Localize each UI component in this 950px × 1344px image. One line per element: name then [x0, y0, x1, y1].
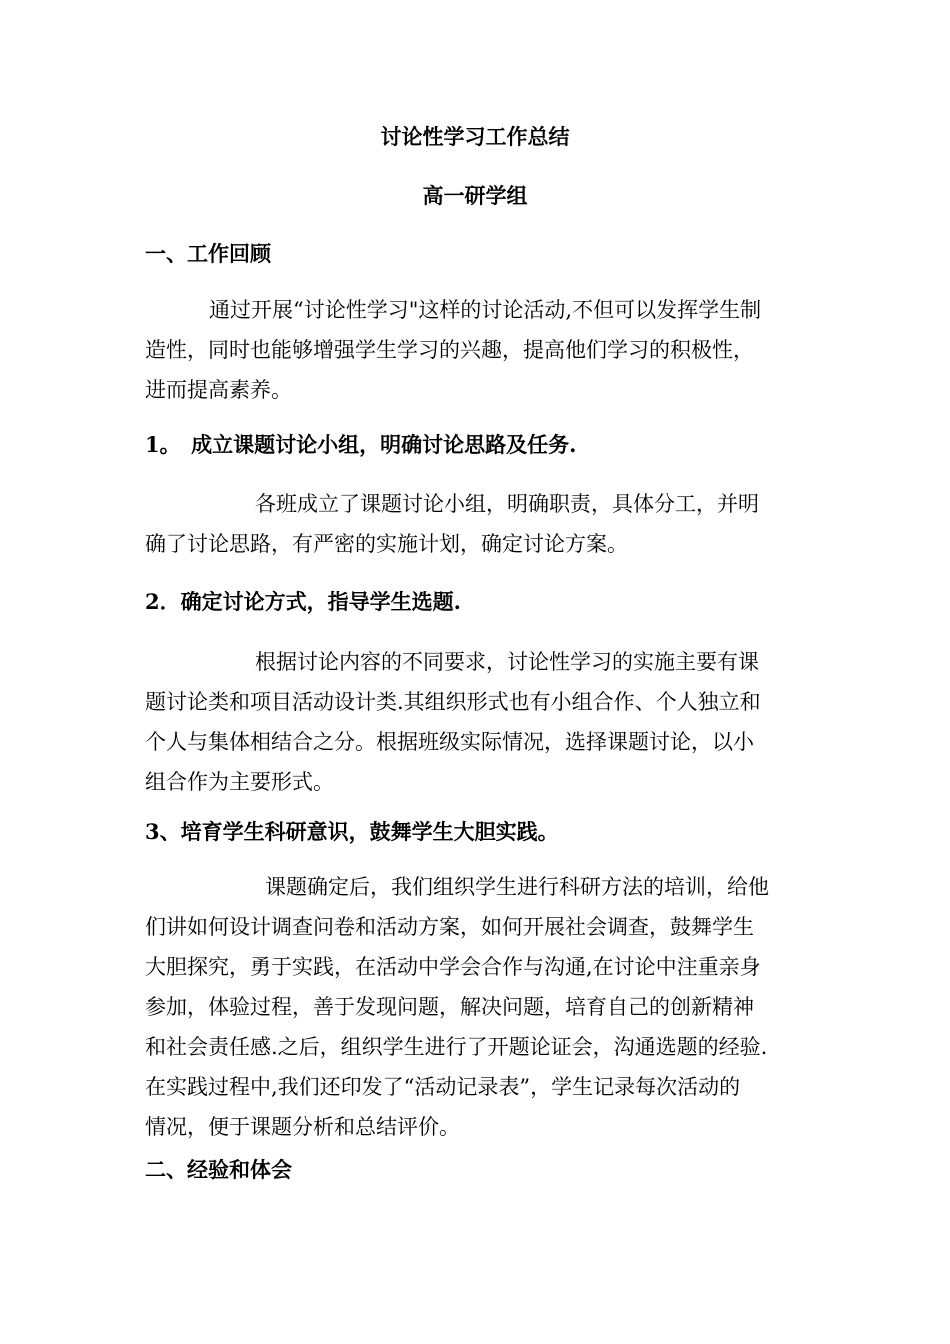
item-paragraph-1: [145, 484, 810, 564]
paragraph-line: 参加，体验过程，善于发现问题，解决问题，培育自己的创新精神: [145, 995, 754, 1019]
paragraph-line: 大胆探究，勇于实践，在活动中学会合作与沟通,在讨论中注重亲身: [145, 955, 761, 979]
item-heading-2: 2．确定讨论方式，指导学生选题.: [145, 589, 461, 614]
document-title: 讨论性学习工作总结: [380, 124, 570, 149]
item-heading-1: 1。 成立课题讨论小组，明确讨论思路及任务.: [145, 432, 577, 457]
paragraph-line: 情况，便于课题分析和总结评价。: [145, 1115, 460, 1139]
item-paragraph-2: [145, 642, 810, 802]
document-subtitle: 高一研学组: [422, 183, 528, 208]
paragraph-line: 进而提高素养。: [145, 378, 292, 402]
section-heading-review: 一、工作回顾: [145, 241, 271, 266]
paragraph-line: 造性，同时也能够增强学生学习的兴趣，提高他们学习的积极性，: [145, 338, 754, 362]
paragraph-line: 各班成立了课题讨论小组，明确职责，具体分工，并明: [255, 492, 759, 516]
paragraph-line: 题讨论类和项目活动设计类.其组织形式也有小组合作、个人独立和: [145, 690, 761, 714]
paragraph-line: 个人与集体相结合之分。根据班级实际情况，选择课题讨论，以小: [145, 730, 754, 754]
paragraph-line: 组合作为主要形式。: [145, 770, 334, 794]
item-heading-3: 3、培育学生科研意识，鼓舞学生大胆实践。: [145, 819, 559, 844]
paragraph-line: 在实践过程中,我们还印发了“活动记录表”，学生记录每次活动的: [145, 1075, 741, 1099]
paragraph-line: 确了讨论思路，有严密的实施计划，确定讨论方案。: [145, 532, 628, 556]
section-heading-experience: 二、经验和体会: [145, 1157, 292, 1182]
paragraph-line: 通过开展“讨论性学习"这样的讨论活动,不但可以发挥学生制: [209, 298, 762, 322]
paragraph-line: 们讲如何设计调查问卷和活动方案，如何开展社会调查，鼓舞学生: [145, 915, 754, 939]
intro-paragraph: [145, 290, 810, 410]
item-paragraph-3: [145, 867, 810, 1147]
paragraph-line: 课题确定后，我们组织学生进行科研方法的培训，给他: [265, 875, 769, 899]
paragraph-line: 根据讨论内容的不同要求，讨论性学习的实施主要有课: [255, 650, 759, 674]
paragraph-line: 和社会责任感.之后，组织学生进行了开题论证会，沟通选题的经验.: [145, 1035, 768, 1059]
